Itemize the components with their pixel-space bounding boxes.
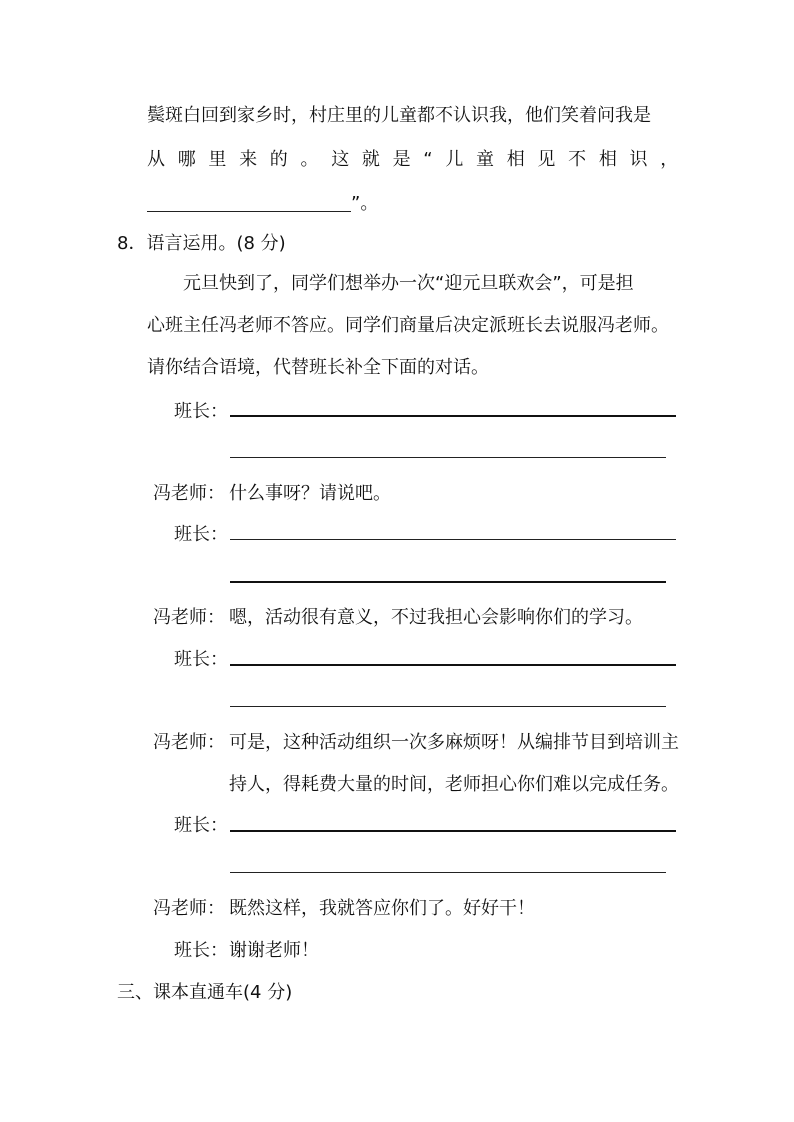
poem-line-2: 从哪里来的。这就是“儿童相见不相识， — [147, 149, 691, 170]
teacher-label: 冯老师： — [153, 607, 225, 628]
monitor-label: 班长： — [174, 815, 228, 836]
monitor-answer-line[interactable] — [230, 415, 676, 417]
monitor-answer-line[interactable] — [230, 706, 666, 707]
question-8-para-3: 请你结合语境，代替班长补全下面的对话。 — [147, 357, 489, 378]
teacher-label: 冯老师： — [153, 898, 225, 919]
monitor-answer-line[interactable] — [230, 664, 676, 666]
monitor-label: 班长： — [174, 649, 228, 670]
teacher-line-4: 既然这样，我就答应你们了。好好干！ — [229, 898, 535, 919]
monitor-answer-line[interactable] — [230, 872, 666, 873]
monitor-answer-line[interactable] — [230, 457, 666, 458]
section-3-title: 三、课本直通车(4 分) — [117, 982, 293, 1003]
question-8-para-2: 心班主任冯老师不答应。同学们商量后决定派班长去说服冯老师。 — [147, 315, 669, 336]
teacher-label: 冯老师： — [153, 483, 225, 504]
teacher-line-3b: 持人，得耗费大量的时间，老师担心你们难以完成任务。 — [229, 774, 679, 795]
teacher-line-2: 嗯，活动很有意义，不过我担心会影响你们的学习。 — [229, 607, 643, 628]
teacher-line-3a: 可是，这种活动组织一次多麻烦呀！从编排节目到培训主 — [229, 732, 679, 753]
poem-line-3 — [147, 192, 378, 216]
monitor-label: 班长： — [174, 401, 228, 422]
poem-line-3-close: ”。 — [351, 193, 379, 214]
monitor-answer-line[interactable] — [230, 581, 666, 583]
monitor-answer-line[interactable] — [230, 830, 676, 832]
monitor-answer-line[interactable] — [230, 539, 676, 540]
poem-answer-blank[interactable] — [147, 193, 351, 212]
teacher-label: 冯老师： — [153, 732, 225, 753]
teacher-line-1: 什么事呀？请说吧。 — [229, 483, 391, 504]
poem-line-1: 鬓斑白回到家乡时，村庄里的儿童都不认识我，他们笑着问我是 — [147, 105, 651, 126]
monitor-label: 班长： — [174, 940, 228, 961]
question-8-title: 8．语言运用。(8 分) — [117, 233, 286, 254]
monitor-final-line: 谢谢老师！ — [229, 940, 319, 961]
monitor-label: 班长： — [174, 524, 228, 545]
question-8-para-1: 元旦快到了，同学们想举办一次“迎元旦联欢会”，可是担 — [183, 273, 634, 294]
